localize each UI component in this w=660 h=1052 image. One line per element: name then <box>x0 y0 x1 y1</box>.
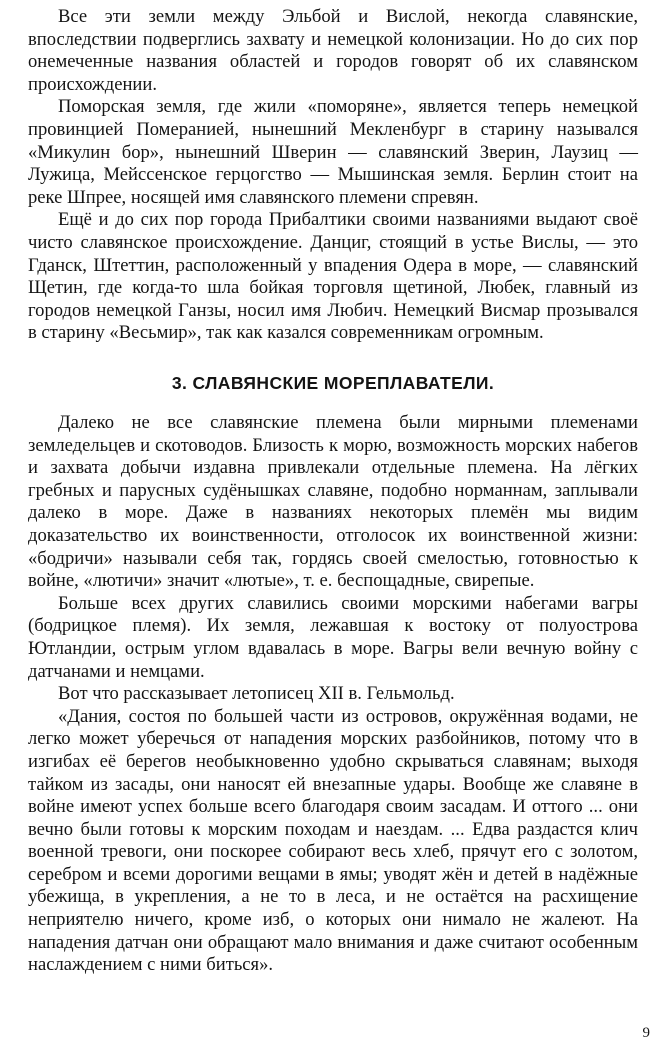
section-one-text <box>28 6 638 345</box>
section-two-text <box>28 412 638 977</box>
paragraph: Ещё и до сих пор города Прибалтики своими названиями выдают своё чисто славянское происхождение. Данциг, стоящий в устье Вислы, — это Гданск, Штеттин, расположенный у впадения Одера в море, — славянский Щетин, где когда-то шла бойкая торговля щетиной, Любек, главный из городов немецкой Ганзы, носил имя Любич. Немецкий Висмар прозывался в старину «Весьмир», так как казался современникам огромным. <box>28 209 638 344</box>
section-heading: 3. СЛАВЯНСКИЕ МОРЕПЛАВАТЕЛИ. <box>171 373 495 393</box>
page-number: 9 <box>642 1025 650 1041</box>
quote-paragraph: «Дания, состоя по большей части из островов, окружённая водами, не легко может уберечься от нападения морских разбойников, потому что в изгибах её берегов необыкновенно удобно скрываться славянам; выходя тайком из засады, они наносят ей внезапные удары. Вообще же славяне в войне имеют успех больше всего благодаря своим засадам. И оттого ... они вечно были готовы к морским походам и наездам. ... Едва раздастся клич военной тревоги, они поскорее собирают весь хлеб, прячут его с золотом, серебром и всеми дорогими вещами в ямы; уводят жён и детей в надёжные убежища, в укрепления, а не то в леса, и не остаётся на расхищение неприятелю ничего, кроме изб, о которых они нимало не жалеют. На нападения датчан они обращают мало внимания и даже считают особенным наслаждением с ними биться». <box>28 705 638 976</box>
paragraph: Далеко не все славянские племена были мирными племенами земледельцев и скотоводов. Близость к морю, возможность морских набегов и захвата добычи издавна привлекали отдельные племена. На лёгких гребных и парусных судёнышках славяне, подобно норманнам, заплывали далеко в море. Даже в названиях некоторых племён мы видим доказательство их воинственности, отголосок их воинственной жизни: «бодричи» называли себя так, гордясь своей смелостью, готовностью к войне, «лютичи» значит «лютые», т. е. беспощадные, свирепые. <box>28 412 638 592</box>
paragraph: Вот что рассказывает летописец XII в. Гельмольд. <box>58 683 455 705</box>
paragraph: Больше всех других славились своими морскими набегами вагры (бодрицкое племя). Их земля, лежавшая к востоку от полуострова Ютландии, острым углом вдавалась в море. Вагры вели вечную войну с датчанами и немцами. <box>28 592 638 682</box>
paragraph: Все эти земли между Эльбой и Вислой, некогда славянские, впоследствии подверглись захвату и немецкой колонизации. Но до сих пор онемеченные названия областей и городов говорят об их славянском происхождении. <box>28 6 638 95</box>
paragraph: Поморская земля, где жили «поморяне», является теперь немецкой провинцией Померанией, нынешний Мекленбург в старину назывался «Микулин бор», нынешний Шверин — славянский Зверин, Лаузиц — Лужица, Мейссенское герцогство — Мышинская земля. Берлин стоит на реке Шпрее, носящей имя славянского племени спревян. <box>28 96 638 208</box>
